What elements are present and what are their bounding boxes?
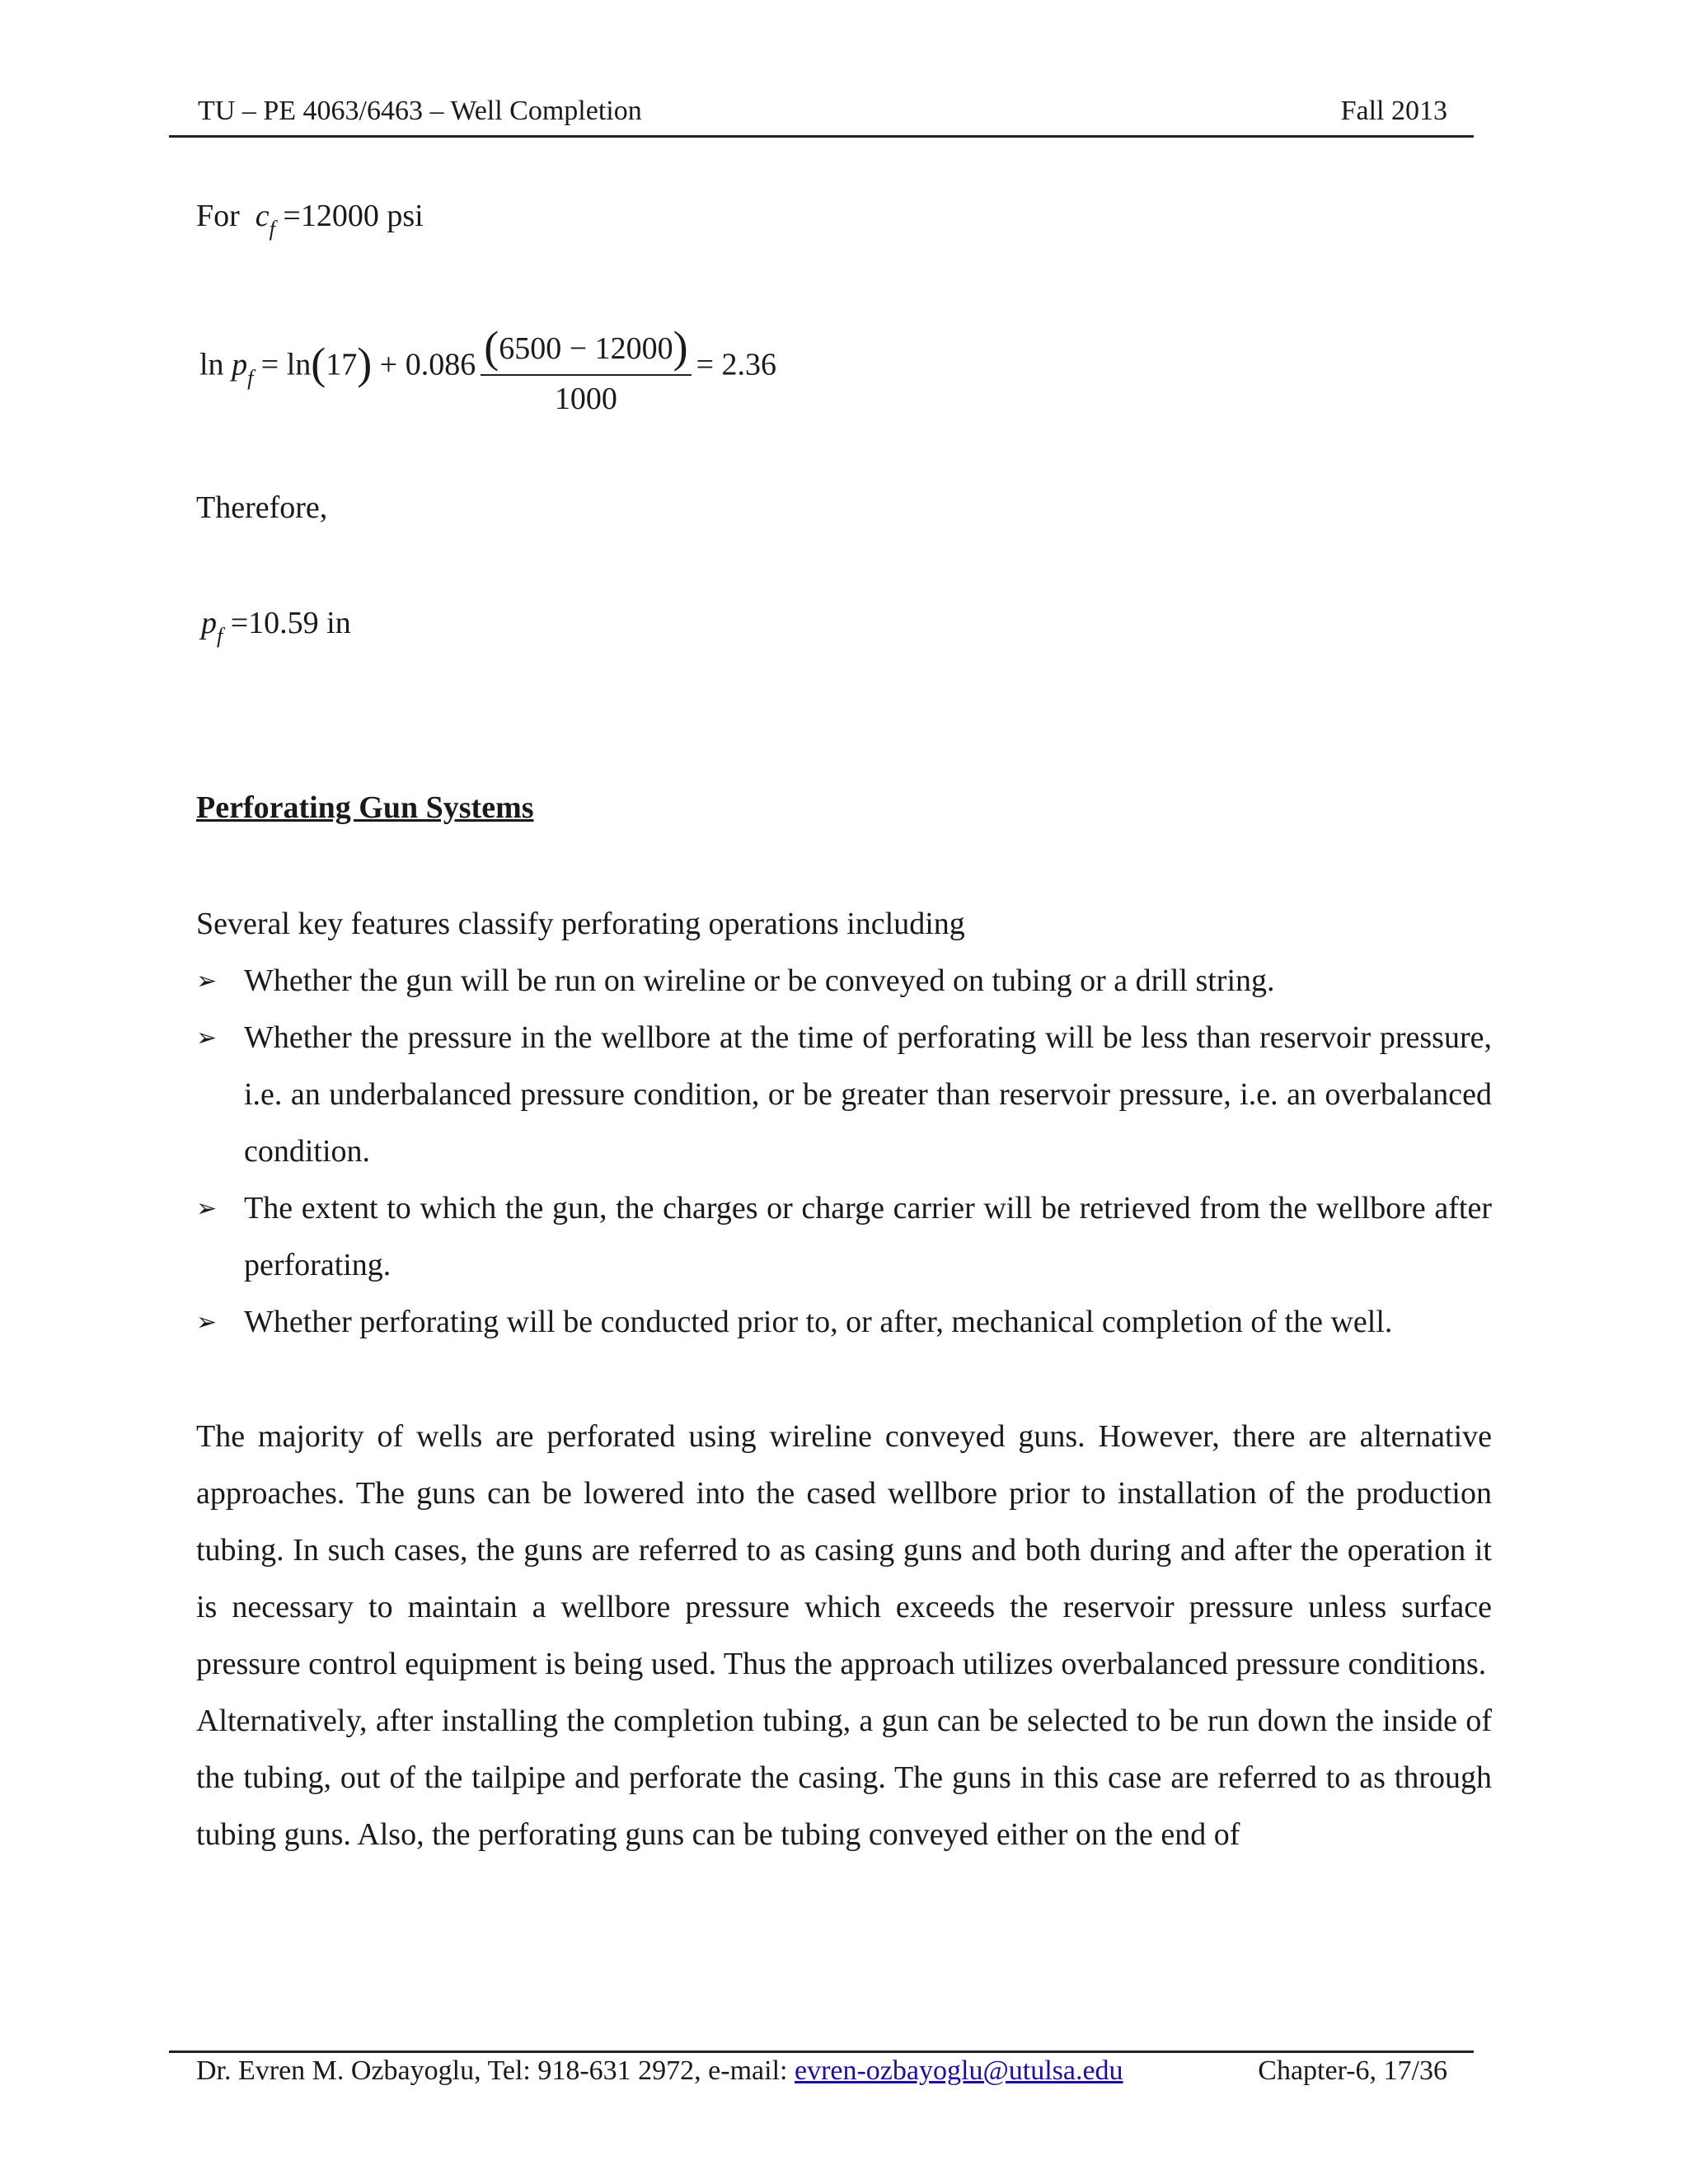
- therefore-text: Therefore,: [196, 490, 328, 525]
- arrow-bullet-icon: ➢: [196, 1024, 218, 1052]
- equation-cf-var: c: [255, 199, 270, 233]
- footer-email-link[interactable]: evren-ozbayoglu@utulsa.edu: [794, 2055, 1123, 2086]
- footer-author-text: Dr. Evren M. Ozbayoglu, Tel: 918-631 2972, e-mail:: [196, 2055, 795, 2086]
- list-item-text: Whether the gun will be run on wireline or be conveyed on tubing or a drill string.: [244, 963, 1275, 998]
- equation-ln-var: p: [232, 347, 248, 382]
- header-term: Fall 2013: [1340, 96, 1447, 126]
- equation-denominator: 1000: [554, 382, 617, 416]
- equation-ln-mid: = ln: [260, 347, 312, 382]
- header-rule: [169, 135, 1474, 138]
- arrow-bullet-icon: ➢: [196, 968, 218, 995]
- footer-rule: [169, 2050, 1474, 2053]
- intro-text: Several key features classify perforating operations including: [196, 907, 965, 941]
- equation-cf-prefix: For: [196, 199, 240, 233]
- equation-ln-fn: ln: [199, 347, 224, 382]
- footer-page-number: Chapter-6, 17/36: [1258, 2055, 1447, 2086]
- equation-cf-rhs: =12000 psi: [283, 199, 424, 233]
- equation-cf-sub: f: [269, 217, 275, 241]
- equation-cf: [196, 198, 424, 241]
- footer-author: [196, 2055, 1123, 2087]
- list-item: [196, 1294, 1492, 1351]
- list-item-text: Whether the pressure in the wellbore at the time of perforating will be less than reservoir pressure, i.e. an underbalanced pressure condition, or be greater than reservoir pressure, i.e. an overbalanced condition.: [244, 1020, 1492, 1169]
- equation-ln-plus: + 0.086: [379, 347, 476, 382]
- equation-pf-rhs: =10.59 in: [230, 606, 351, 640]
- paragraph-block: [196, 1408, 1492, 1863]
- equation-ln-arg: 17: [326, 347, 358, 382]
- list-item: [196, 953, 1492, 1010]
- equation-pf-var: p: [201, 606, 217, 640]
- section-heading: Perforating Gun Systems: [196, 790, 534, 825]
- equation-numerator: 6500 − 12000: [499, 331, 673, 366]
- paragraph-2: Alternatively, after installing the completion tubing, a gun can be selected to be run down the inside of the tubing, out of the tailpipe and perforate the casing. The guns in this case are referred to as through tubing guns. Also, the perforating guns can be tubing conveyed either on the end of: [196, 1704, 1492, 1852]
- equation-fraction: $\frac{(6500 - 12000)}{1000}$: [481, 318, 691, 417]
- list-item: [196, 1180, 1492, 1294]
- list-item-text: Whether perforating will be conducted prior to, or after, mechanical completion of the well.: [244, 1305, 1393, 1339]
- arrow-bullet-icon: ➢: [196, 1195, 218, 1222]
- equation-pf-sub: f: [217, 624, 223, 648]
- list-item-text: The extent to which the gun, the charges or charge carrier will be retrieved from the wellbore after perforating.: [244, 1191, 1492, 1282]
- arrow-bullet-icon: ➢: [196, 1309, 218, 1336]
- equation-result: = 2.36: [696, 347, 777, 382]
- list-item: [196, 1010, 1492, 1180]
- feature-list: [196, 953, 1492, 1351]
- paragraph-1: The majority of wells are perforated using wireline conveyed guns. However, there are alternative approaches. The guns can be lowered into the cased wellbore prior to installation of the production tubing. In such cases, the guns are referred to as casing guns and both during and after the operation it is necessary to maintain a wellbore pressure which exceeds the reservoir pressure unless surface pressure control equipment is being used. Thus the approach utilizes overbalanced pressure conditions.: [196, 1419, 1492, 1681]
- section-body: [196, 896, 1492, 1351]
- equation-ln-sub: f: [247, 365, 254, 390]
- equation-ln-pf: $\ln p_f = \ln(17) + 0.086$ $\frac{(6500 - 12000)}{1000}$ = 2.36: [199, 318, 776, 417]
- equation-pf-result: [201, 605, 351, 648]
- header-course-title: TU – PE 4063/6463 – Well Completion: [198, 96, 642, 126]
